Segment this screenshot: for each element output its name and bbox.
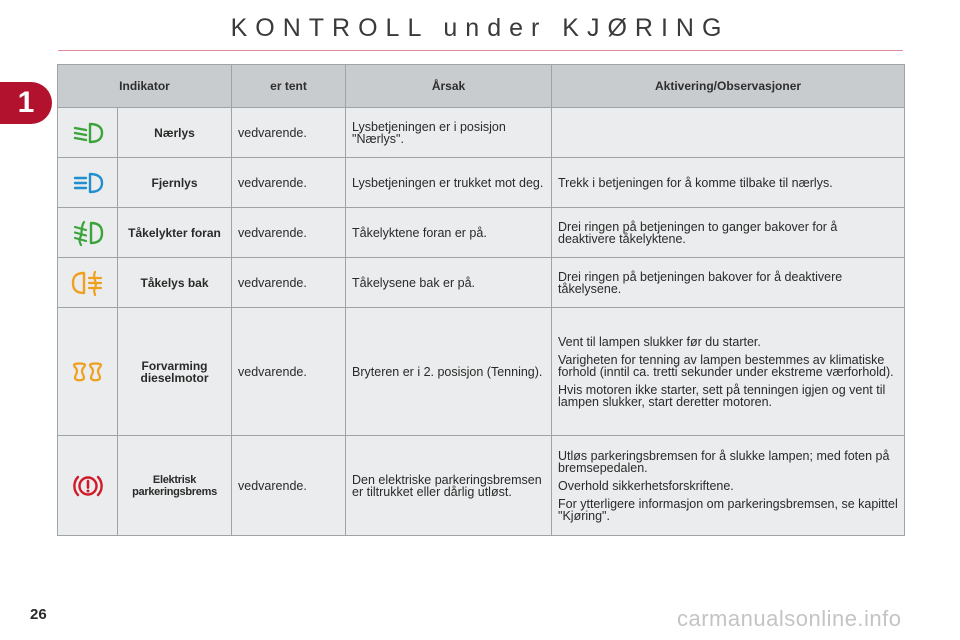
indicator-name: Elektrisk parkeringsbrems	[118, 436, 232, 536]
note-text: Hvis motoren ikke starter, sett på tenningen igjen og vent til lampen slukker, start deretter motoren.	[558, 382, 886, 409]
indicator-cause: Lysbetjeningen er trukket mot deg.	[346, 158, 552, 208]
icon-cell	[58, 158, 118, 208]
indicator-cause: Lysbetjeningen er i posisjon "Nærlys".	[346, 108, 552, 158]
indicator-name: Forvarming dieselmotor	[118, 308, 232, 436]
indicator-state: vedvarende.	[232, 108, 346, 158]
note-text: Trekk i betjeningen for å komme tilbake til nærlys.	[558, 175, 833, 190]
note-text: Overhold sikkerhetsforskriftene.	[558, 478, 734, 493]
indicator-state: vedvarende.	[232, 258, 346, 308]
indicator-name: Tåkelykter foran	[118, 208, 232, 258]
note-text: Vent til lampen slukker før du starter.	[558, 334, 761, 349]
table-header-row	[58, 65, 905, 108]
indicator-notes	[552, 436, 905, 536]
indicator-cause: Tåkelysene bak er på.	[346, 258, 552, 308]
note-text: Drei ringen på betjeningen to ganger bakover for å deaktivere tåkelyktene.	[558, 219, 838, 246]
table-row	[58, 436, 905, 536]
table-row	[58, 308, 905, 436]
table-row	[58, 108, 905, 158]
note-text: Varigheten for tenning av lampen bestemmes av klimatiske forhold (inntil ca. tretti sekunder under ekstreme værforhold).	[558, 352, 894, 379]
page-title: KONTROLL under KJØRING	[230, 14, 730, 42]
icon-cell	[58, 436, 118, 536]
indicator-state: vedvarende.	[232, 208, 346, 258]
rear-fog-light-icon	[71, 275, 105, 289]
chapter-tab: 1	[0, 82, 52, 124]
indicator-name: Nærlys	[118, 108, 232, 158]
title-divider	[58, 50, 903, 51]
icon-cell	[58, 208, 118, 258]
indicator-notes	[552, 158, 905, 208]
note-text: Drei ringen på betjeningen bakover for å deaktivere tåkelysene.	[558, 269, 843, 296]
column-header-er-tent: er tent	[232, 65, 346, 108]
table-row	[58, 208, 905, 258]
high-beam-icon	[71, 175, 105, 189]
indicator-state: vedvarende.	[232, 158, 346, 208]
indicator-notes	[552, 258, 905, 308]
front-fog-light-icon	[71, 225, 105, 239]
indicator-cause: Tåkelyktene foran er på.	[346, 208, 552, 258]
column-header-arsak: Årsak	[346, 65, 552, 108]
indicator-notes	[552, 308, 905, 436]
indicator-table	[57, 64, 905, 536]
low-beam-icon	[71, 125, 105, 139]
table-row	[58, 158, 905, 208]
indicator-cause: Bryteren er i 2. posisjon (Tenning).	[346, 308, 552, 436]
indicator-name: Fjernlys	[118, 158, 232, 208]
parking-brake-warning-icon	[70, 478, 106, 492]
indicator-notes	[552, 108, 905, 158]
note-text: For ytterligere informasjon om parkeringsbremsen, se kapittel "Kjøring".	[558, 496, 898, 523]
column-header-indikator: Indikator	[58, 65, 232, 108]
icon-cell	[58, 308, 118, 436]
indicator-cause: Den elektriske parkeringsbremsen er tiltrukket eller dårlig utløst.	[346, 436, 552, 536]
indicator-notes	[552, 208, 905, 258]
watermark: carmanualsonline.info	[677, 606, 902, 631]
column-header-aktivering: Aktivering/Observasjoner	[552, 65, 905, 108]
indicator-state: vedvarende.	[232, 436, 346, 536]
table-row	[58, 258, 905, 308]
note-text: Utløs parkeringsbremsen for å slukke lampen; med foten på bremsepedalen.	[558, 448, 890, 475]
icon-cell	[58, 258, 118, 308]
icon-cell	[58, 108, 118, 158]
indicator-name: Tåkelys bak	[118, 258, 232, 308]
indicator-state: vedvarende.	[232, 308, 346, 436]
page-number: 26	[30, 606, 47, 623]
glow-plug-icon	[71, 364, 105, 378]
